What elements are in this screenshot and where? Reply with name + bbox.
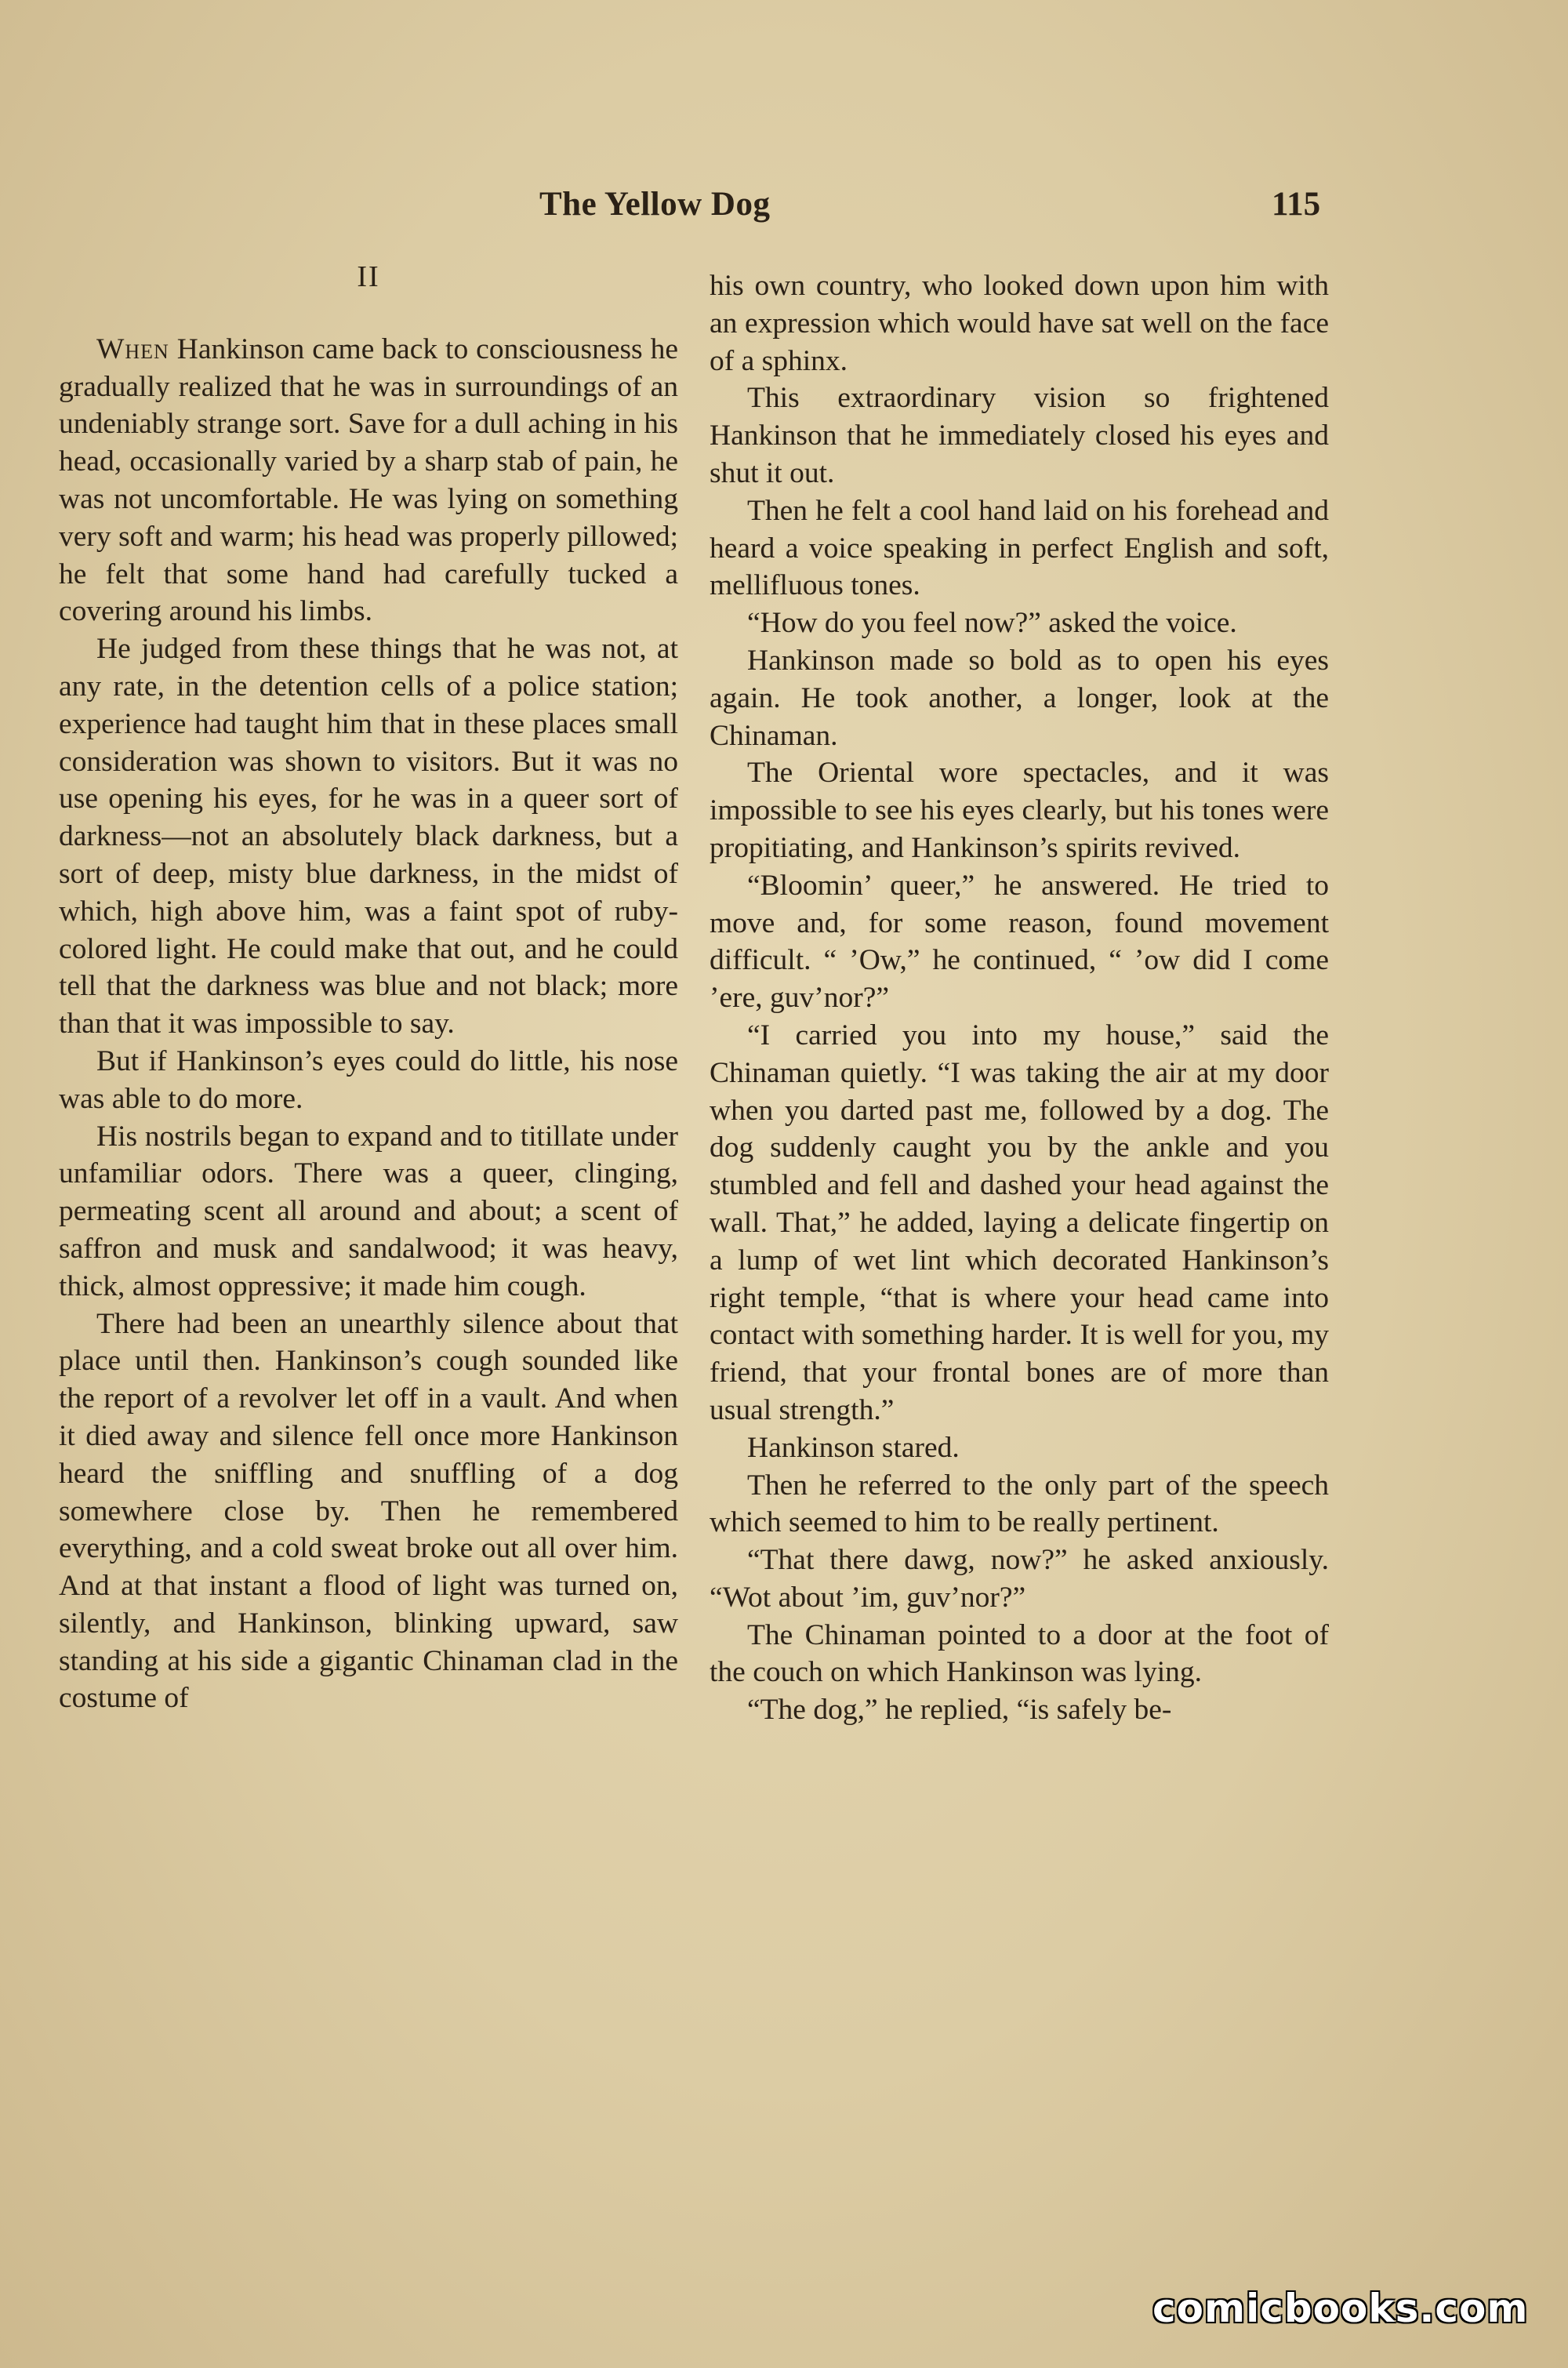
paragraph: This extraordinary vision so frightened Hankinson that he immediately closed his eyes and shut it out. xyxy=(710,382,1329,489)
paragraph: The Chinaman pointed to a door at the foot of the couch on which Hankinson was lying. xyxy=(710,1618,1329,1689)
right-column xyxy=(710,267,1329,1729)
page-number: 115 xyxy=(1272,186,1321,223)
left-column xyxy=(59,259,678,1717)
paragraph-text: Hankinson came back to consciousness he gradually realized that he was in surroundings of an undeniably strange sort. Save for a dull aching in his head, occasionally varied by a sharp stab of pain, he was not uncomfortable. He was lying on something very soft and warm; his head was properly pillowed; he felt that some hand had carefully tucked a covering around his limbs. xyxy=(59,332,678,628)
page-header xyxy=(0,185,1568,232)
paragraph: He judged from these things that he was not, at any rate, in the detention cells of a police station; experience had taught him that in these places small consideration was shown to visitors. But it was no use opening his eyes, for he was in a queer sort of darkness—not an absolutely black darkness, but a sort of deep, misty blue darkness, in the midst of which, high above him, was a faint spot of ruby-colored light. He could make that out, and he could tell that the darkness was blue and not black; more than that it was impossible to say. xyxy=(59,633,678,1041)
watermark: comicbooks.com xyxy=(1152,2286,1529,2331)
paragraph: His nostrils began to expand and to titillate under unfamiliar odors. There was a queer, clinging, permeating scent all around and about; a scent of saffron and musk and sandalwood; it was heavy, thick, almost oppressive; it made him cough. xyxy=(59,1120,678,1302)
paragraph-continuation: his own country, who looked down upon him with an expression which would have sat well on the face of a sphinx. xyxy=(710,270,1329,377)
drop-word: When xyxy=(96,332,169,365)
paragraph: “How do you feel now?” asked the voice. xyxy=(747,607,1237,640)
paragraph: Hankinson stared. xyxy=(747,1431,960,1464)
paragraph: Hankinson made so bold as to open his eyes again. He took another, a longer, look at the Chinaman. xyxy=(710,644,1329,752)
paragraph: “Bloomin’ queer,” he answered. He tried to move and, for some reason, found movement difficult. “ ’Ow,” he continued, “ ’ow did I come ’ere, guv’nor?” xyxy=(710,869,1329,1015)
paragraph: But if Hankinson’s eyes could do little, his nose was able to do more. xyxy=(59,1044,678,1115)
paragraph xyxy=(59,331,678,630)
paragraph: Then he felt a cool hand laid on his forehead and heard a voice speaking in perfect English and soft, mellifluous tones. xyxy=(710,494,1329,602)
paragraph: There had been an unearthly silence about that place until then. Hankinson’s cough sounded like the report of a revolver let off in a vault. And when it died away and silence fell once more Hankinson heard the sniffling and snuffling of a dog somewhere close by. Then he remembered everything, and a cold sweat broke out all over him. And at that instant a flood of light was turned on, silently, and Hankinson, blinking upward, saw standing at his side a gigantic Chinaman clad in the costume of xyxy=(59,1307,678,1715)
paragraph: “I carried you into my house,” said the Chinaman quietly. “I was taking the air at my door when you darted past me, followed by a dog. The dog suddenly caught you by the ankle and you stumbled and fell and dashed your head against the wall. That,” he added, laying a delicate fingertip on a lump of wet lint which decorated Hankinson’s right temple, “that is where your head came into contact with something harder. It is well for you, my friend, that your frontal bones are of more than usual strength.” xyxy=(710,1019,1329,1426)
paragraph: “That there dawg, now?” he asked anxiously. “Wot about ’im, guv’nor?” xyxy=(710,1544,1329,1614)
paragraph: The Oriental wore spectacles, and it was impossible to see his eyes clearly, but his tones were propitiating, and Hankinson’s spirits revived. xyxy=(710,757,1329,864)
section-number: II xyxy=(357,260,380,293)
paragraph: “The dog,” he replied, “is safely be- xyxy=(747,1694,1172,1727)
paragraph: Then he referred to the only part of the speech which seemed to him to be really pertinent. xyxy=(710,1469,1329,1539)
running-title: The Yellow Dog xyxy=(539,186,771,223)
